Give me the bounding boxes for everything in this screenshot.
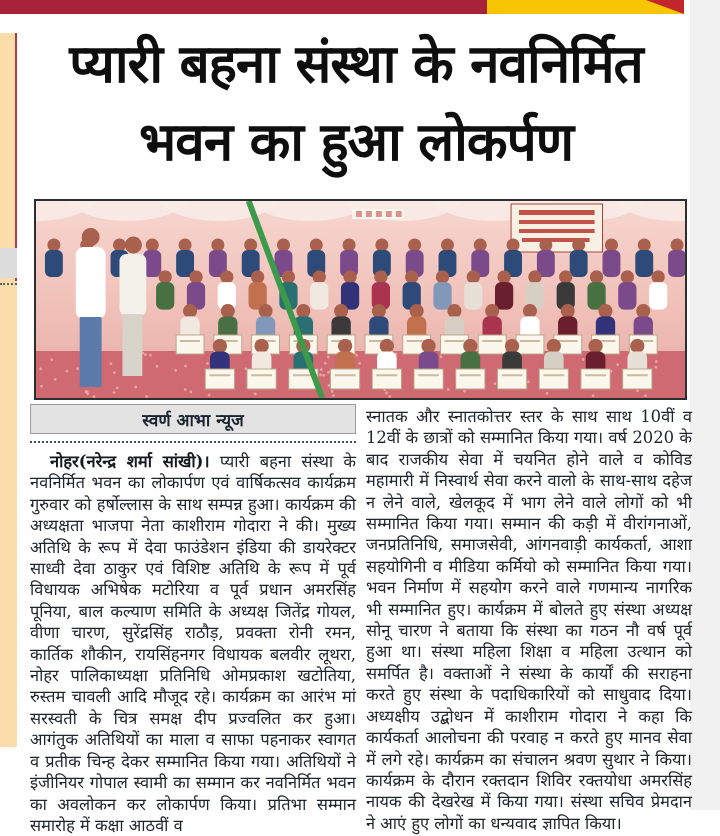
strip-dotted-divider [0,283,17,285]
article-right-col [366,404,692,836]
left-column-body: प्यारी बहना संस्था के नवनिर्मित भवन का लोकार्पण एवं वार्षिकत्सव कार्यक्रम गुरुवार को हर्षोल्लास के साथ सम्पन्न हुआ। कार्यक्रम की अध्यक्षता भाजपा नेता काशीराम गोदारा ने की। मुख्य अतिथि के रूप में देवा फाउंडेशन इंडिया की डायरेक्टर साध्वी देवा ठाकुर एवं विशिष्ट अतिथि के रूप में पूर्व विधायक अभिषेक मटोरिया व पूर्व प्रधान अमरसिंह पूनिया, बाल कल्याण समिति के अध्यक्ष जितेंद्र गोयल, वीणा चारण, सुरेंद्रसिंह राठौड़, प्रवक्ता रोनी रमन, कार्तिक शौकीन, रायसिंहनगर विधायक बलवीर लूथरा, नोहर पालिकाध्यक्षा प्रतिनिधि ओमप्रकाश खटोतिया, रुस्तम चावली आदि मौजूद रहे। कार्यक्रम का आरंभ मां सरस्वती के चित्र समक्ष दीप प्रज्वलित कर हुआ। आगंतुक अतिथियों का माला व साफा पहनाकर स्वागत व प्रतीक चिन्ह देकर सम्मानित किया गया। अतिथियों ने इंजीनियर गोपाल स्वामी का सम्मान कर नवनिर्मित भवन का अवलोकन कर लोकार्पण किया। प्रतिभा सम्मान समारोह में कक्षा आठवीं व [30,452,356,835]
strip-red-rule [15,33,17,281]
masthead-bar [0,0,684,14]
headline [25,26,687,182]
event-photo [34,199,687,400]
event-photo-illustration [36,201,685,398]
article-left-column-text [30,451,356,836]
headline-line-2: भवन का हुआ लोकर्पण [138,112,574,173]
page-right-margin [690,0,720,810]
strip-gray-block [0,248,17,278]
byline [30,404,356,434]
byline-divider [30,441,356,443]
article-left-col [30,404,356,836]
page-edge-strip [0,33,17,747]
byline-label: स्वर्ण आभा न्यूज [142,410,244,431]
headline-line-1: प्यारी बहना संस्था के नवनिर्मित [69,34,643,95]
article-right-column-text: स्नातक और स्नातकोत्तर स्तर के साथ साथ 10वीं व 12वीं के छात्रों को सम्मानित किया गया। वर्ष 2020 के बाद राजकीय सेवा में चयनित होने वाले व कोविड महामारी में निस्वार्थ सेवा करने वालो के साथ-साथ दहेज न लेने वाले, खेलकूद में भाग लेने वाले लोगों को भी सम्मानित किया गया। सम्मान की कड़ी में वीरांगनाओं, जनप्रतिनिधि, समाजसेवी, आंगनवाड़ी कार्यकर्ता, आशा सहयोगिनी व मीडिया कर्मियो को सम्मानित किया गया। भवन निर्माण में सहयोग करने वाले गणमान्य नागरिक भी सम्मानित हुए। कार्यक्रम में बोलते हुए संस्था अध्यक्ष सोनू चारण ने बताया कि संस्था का गठन नौ वर्ष पूर्व हुआ था। संस्था महिला शिक्षा व महिला उत्थान को समर्पित है। वक्ताओं ने संस्था के कार्यों की सराहना करते हुए संस्था के पदाधिकारियों को साधुवाद दिया। अध्यक्षीय उद्बोधन में काशीराम गोदारा ने कहा कि कार्यकर्ता आलोचना की परवाह न करते हुए मानव सेवा में लगे रहे। कार्यक्रम का संचालन श्रवण सुथार ने किया। कार्यक्रम के दौरान रक्तदान शिविर रक्तयोधा अमरसिंह नायक की देखरेख में किया गया। संस्था सचिव प्रेमदान ने आएं हुए लोगों का धन्यवाद ज्ञापित किया। [366,407,692,833]
dateline: नोहर(नरेन्द्र शर्मा सांखी)। [50,452,210,471]
masthead-corner-triangle-icon [646,0,684,14]
article-body [30,404,692,836]
masthead-yellow-segment [487,0,684,14]
